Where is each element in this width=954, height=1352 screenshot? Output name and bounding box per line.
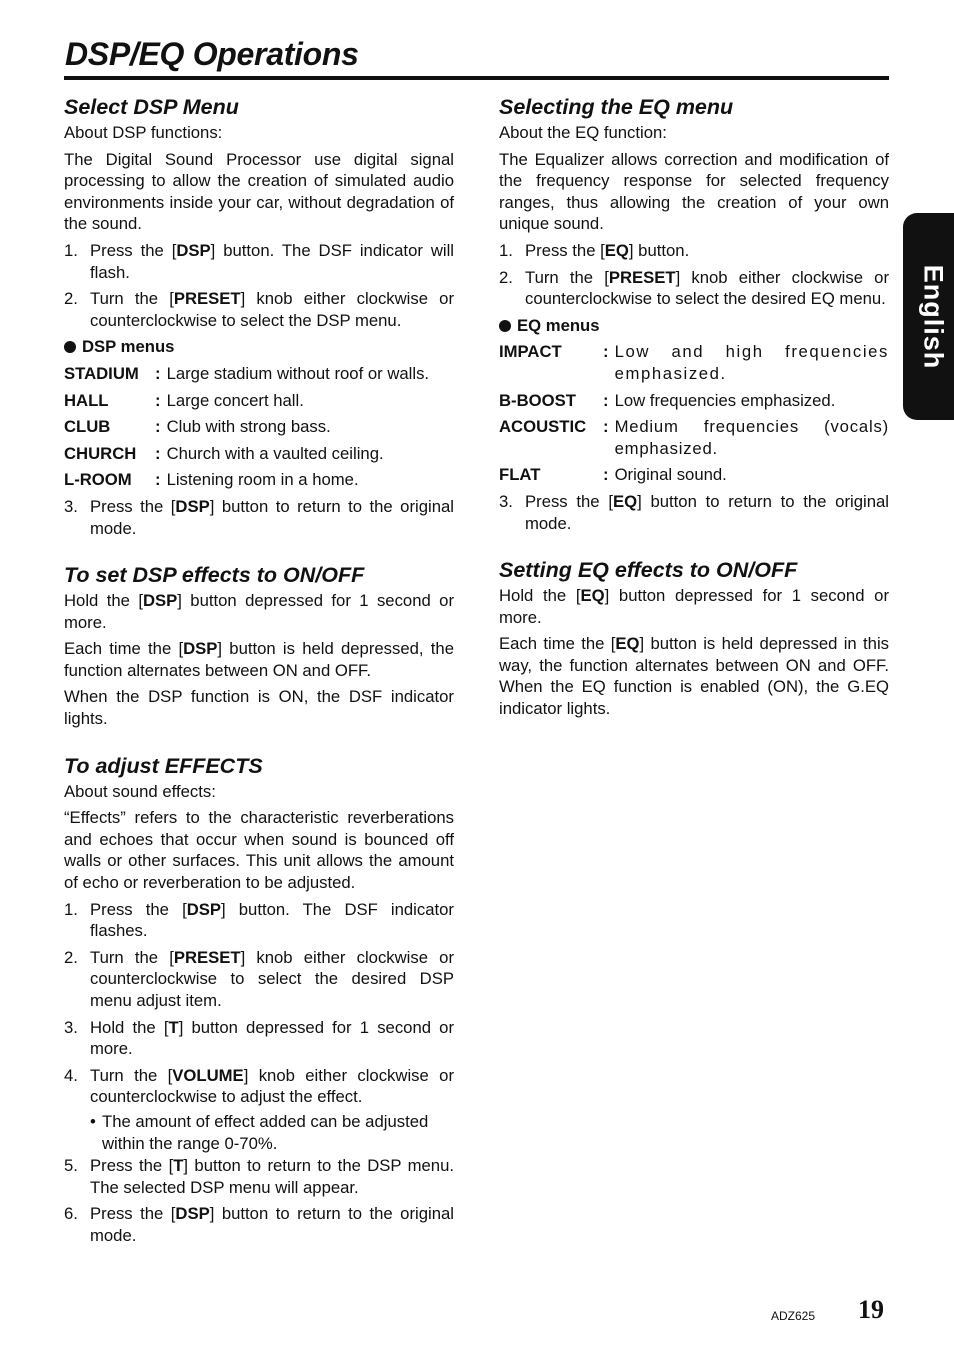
menu-name: ACOUSTIC <box>499 417 587 437</box>
step-number: 3. <box>499 491 513 511</box>
button-name: EQ <box>604 240 629 260</box>
eq-menu-intro: About the EQ function: <box>499 123 667 142</box>
step-number: 2. <box>64 289 78 309</box>
effects-section <box>64 751 454 1247</box>
menu-colon: : <box>155 443 161 463</box>
button-name: DSP <box>186 899 222 919</box>
step-number: 1. <box>64 240 78 260</box>
effects-step-1 <box>64 899 454 942</box>
menu-name: CHURCH <box>64 443 137 463</box>
button-name: PRESET <box>173 289 241 309</box>
dsp-menu-row <box>64 469 454 491</box>
step-number: 2. <box>64 947 78 967</box>
title-rule <box>64 76 889 80</box>
dsp-menu-row <box>64 416 454 438</box>
step-number: 5. <box>64 1156 78 1176</box>
step-number: 3. <box>64 1017 78 1037</box>
dsp-menu-heading: Select DSP Menu <box>64 95 239 119</box>
effects-intro: About sound effects: <box>64 781 216 801</box>
menu-name: L-ROOM <box>64 470 132 490</box>
dsp-onoff-section <box>64 560 454 730</box>
eq-menu-row <box>499 390 889 412</box>
menu-desc: Medium frequencies (vocals) emphasized. <box>614 417 889 458</box>
button-name: T <box>173 1156 184 1176</box>
step-text: Press the [DSP] button. The DSF indicator will flash. <box>90 240 454 282</box>
dsp-menus-label-text: DSP menus <box>82 337 175 357</box>
button-name: VOLUME <box>172 1065 244 1085</box>
model-code: ADZ625 <box>771 1309 816 1323</box>
eq-menu-heading: Selecting the EQ menu <box>499 95 734 119</box>
menu-desc: Listening room in a home. <box>166 470 359 490</box>
menu-name: CLUB <box>64 417 111 437</box>
menu-desc: Church with a vaulted ceiling. <box>166 443 384 463</box>
effects-step-2 <box>64 947 454 1012</box>
button-name: DSP <box>176 240 211 260</box>
page-number: 19 <box>858 1295 884 1324</box>
effects-step-6 <box>64 1203 454 1246</box>
step-number: 4. <box>64 1065 78 1085</box>
menu-name: STADIUM <box>64 363 139 383</box>
step-text: Turn the [PRESET] knob either clockwise or counterclockwise to select the DSP menu. <box>90 289 454 330</box>
menu-desc: Large stadium without roof or walls. <box>166 363 430 383</box>
step-text: Press the [EQ] button to return to the original mode. <box>525 491 889 533</box>
button-name: EQ <box>612 491 638 511</box>
step-text: Turn the [VOLUME] knob either clockwise or counterclockwise to adjust the effect. <box>90 1065 455 1107</box>
dsp-onoff-p3: When the DSP function is ON, the DSF indicator lights. <box>64 687 454 729</box>
menu-colon: : <box>155 470 161 490</box>
bullet-dot-icon <box>499 320 511 332</box>
button-name: PRESET <box>608 267 676 287</box>
step-number: 1. <box>499 240 513 260</box>
step-text: Press the [DSP] button to return to the original mode. <box>90 496 454 538</box>
button-name: DSP <box>183 639 218 659</box>
menu-colon: : <box>603 342 609 362</box>
dsp-step-3 <box>64 496 454 539</box>
page-title: DSP/EQ Operations <box>65 36 359 72</box>
dsp-menu-row <box>64 443 454 465</box>
eq-step-3 <box>499 491 889 534</box>
effects-step-3 <box>64 1017 454 1060</box>
menu-colon: : <box>155 417 161 437</box>
right-column <box>499 92 889 725</box>
button-name: EQ <box>615 634 640 654</box>
dsp-menu-row <box>64 390 454 412</box>
eq-menu-row <box>499 416 889 459</box>
eq-onoff-p2: Each time the [EQ] button is held depressed in this way, the function alternates between ON and OFF. When the EQ function is enabled (ON), the G.EQ indicator lights. <box>499 634 890 719</box>
step-text: Press the [DSP] button. The DSF indicator flashes. <box>90 899 454 941</box>
menu-colon: : <box>603 390 609 410</box>
eq-onoff-p1: Hold the [EQ] button depressed for 1 second or more. <box>499 586 889 627</box>
left-column <box>64 92 454 1252</box>
eq-step-2 <box>499 267 889 310</box>
button-name: DSP <box>175 1204 210 1224</box>
menu-desc: Original sound. <box>614 465 727 485</box>
bullet-dot-icon <box>64 341 76 353</box>
menu-desc: Club with strong bass. <box>166 417 331 437</box>
menu-desc: Low frequencies emphasized. <box>614 390 836 410</box>
dsp-onoff-heading: To set DSP effects to ON/OFF <box>64 563 365 588</box>
eq-menus-label-text: EQ menus <box>517 315 600 335</box>
menu-colon: : <box>155 363 161 383</box>
eq-onoff-heading: Setting EQ effects to ON/OFF <box>499 558 798 583</box>
step-number: 6. <box>64 1204 78 1224</box>
language-tab-label: English <box>918 264 949 369</box>
eq-menus-label <box>499 315 889 337</box>
step-number: 2. <box>499 267 513 287</box>
dsp-menu-intro: About DSP functions: <box>64 123 223 142</box>
step-text: Turn the [PRESET] knob either clockwise or counterclockwise to select the desired DSP menu adjust item. <box>90 947 454 1010</box>
effects-heading: To adjust EFFECTS <box>64 753 263 778</box>
dsp-menu-description: The Digital Sound Processor use digital signal processing to allow the creation of simulated audio environments inside your car, without degradation of the sound. <box>64 149 454 234</box>
button-name: DSP <box>175 496 210 516</box>
menu-colon: : <box>603 465 609 485</box>
button-name: DSP <box>142 591 178 611</box>
dsp-menu-section <box>64 92 454 539</box>
effects-description: “Effects” refers to the characteristic reverberations and echoes that occur when sound is bounced off walls or other surfaces. This unit allows the amount of echo or reverberation to be adjusted. <box>64 808 454 893</box>
dsp-step-2 <box>64 288 454 331</box>
eq-menu-section <box>499 92 889 534</box>
eq-menu-row <box>499 464 889 486</box>
dsp-onoff-p2: Each time the [DSP] button is held depressed, the function alternates between ON and OFF. <box>64 639 454 680</box>
menu-name: IMPACT <box>499 342 562 362</box>
eq-onoff-section <box>499 555 889 720</box>
effects-step-4 <box>64 1065 454 1108</box>
dsp-onoff-p1: Hold the [DSP] button depressed for 1 second or more. <box>64 591 454 632</box>
menu-desc: Low and high frequencies emphasized. <box>614 342 889 383</box>
menu-colon: : <box>155 390 161 410</box>
dsp-step-1 <box>64 240 454 283</box>
menu-name: HALL <box>64 390 109 410</box>
menu-name: FLAT <box>499 465 541 485</box>
note-text: The amount of effect added can be adjusted within the range 0-70%. <box>102 1111 429 1153</box>
dsp-menu-row <box>64 363 454 385</box>
eq-menu-row <box>499 341 889 384</box>
button-name: PRESET <box>173 947 241 967</box>
step-text: Hold the [T] button depressed for 1 second or more. <box>90 1017 455 1059</box>
language-tab <box>903 213 954 420</box>
menu-colon: : <box>603 417 609 437</box>
eq-step-1 <box>499 240 889 262</box>
effects-step-5 <box>64 1155 454 1198</box>
eq-menu-description: The Equalizer allows correction and modification of the frequency response for selected frequency ranges, thus allowing the creation of your own unique sound. <box>499 149 889 234</box>
step-text: Press the [T] button to return to the DSP menu. The selected DSP menu will appear. <box>90 1156 454 1197</box>
dsp-menus-label <box>64 336 454 358</box>
step-number: 1. <box>64 899 78 919</box>
step-text: Press the [DSP] button to return to the original mode. <box>90 1204 454 1245</box>
step-text: Turn the [PRESET] knob either clockwise or counterclockwise to select the desired EQ menu. <box>525 267 889 309</box>
button-name: EQ <box>580 586 605 606</box>
step-text: Press the [EQ] button. <box>525 240 690 260</box>
effects-note <box>64 1111 454 1154</box>
menu-desc: Large concert hall. <box>166 390 304 410</box>
menu-name: B-BOOST <box>499 390 576 410</box>
note-bullet: • <box>90 1111 96 1131</box>
step-number: 3. <box>64 496 78 516</box>
button-name: T <box>168 1017 179 1037</box>
